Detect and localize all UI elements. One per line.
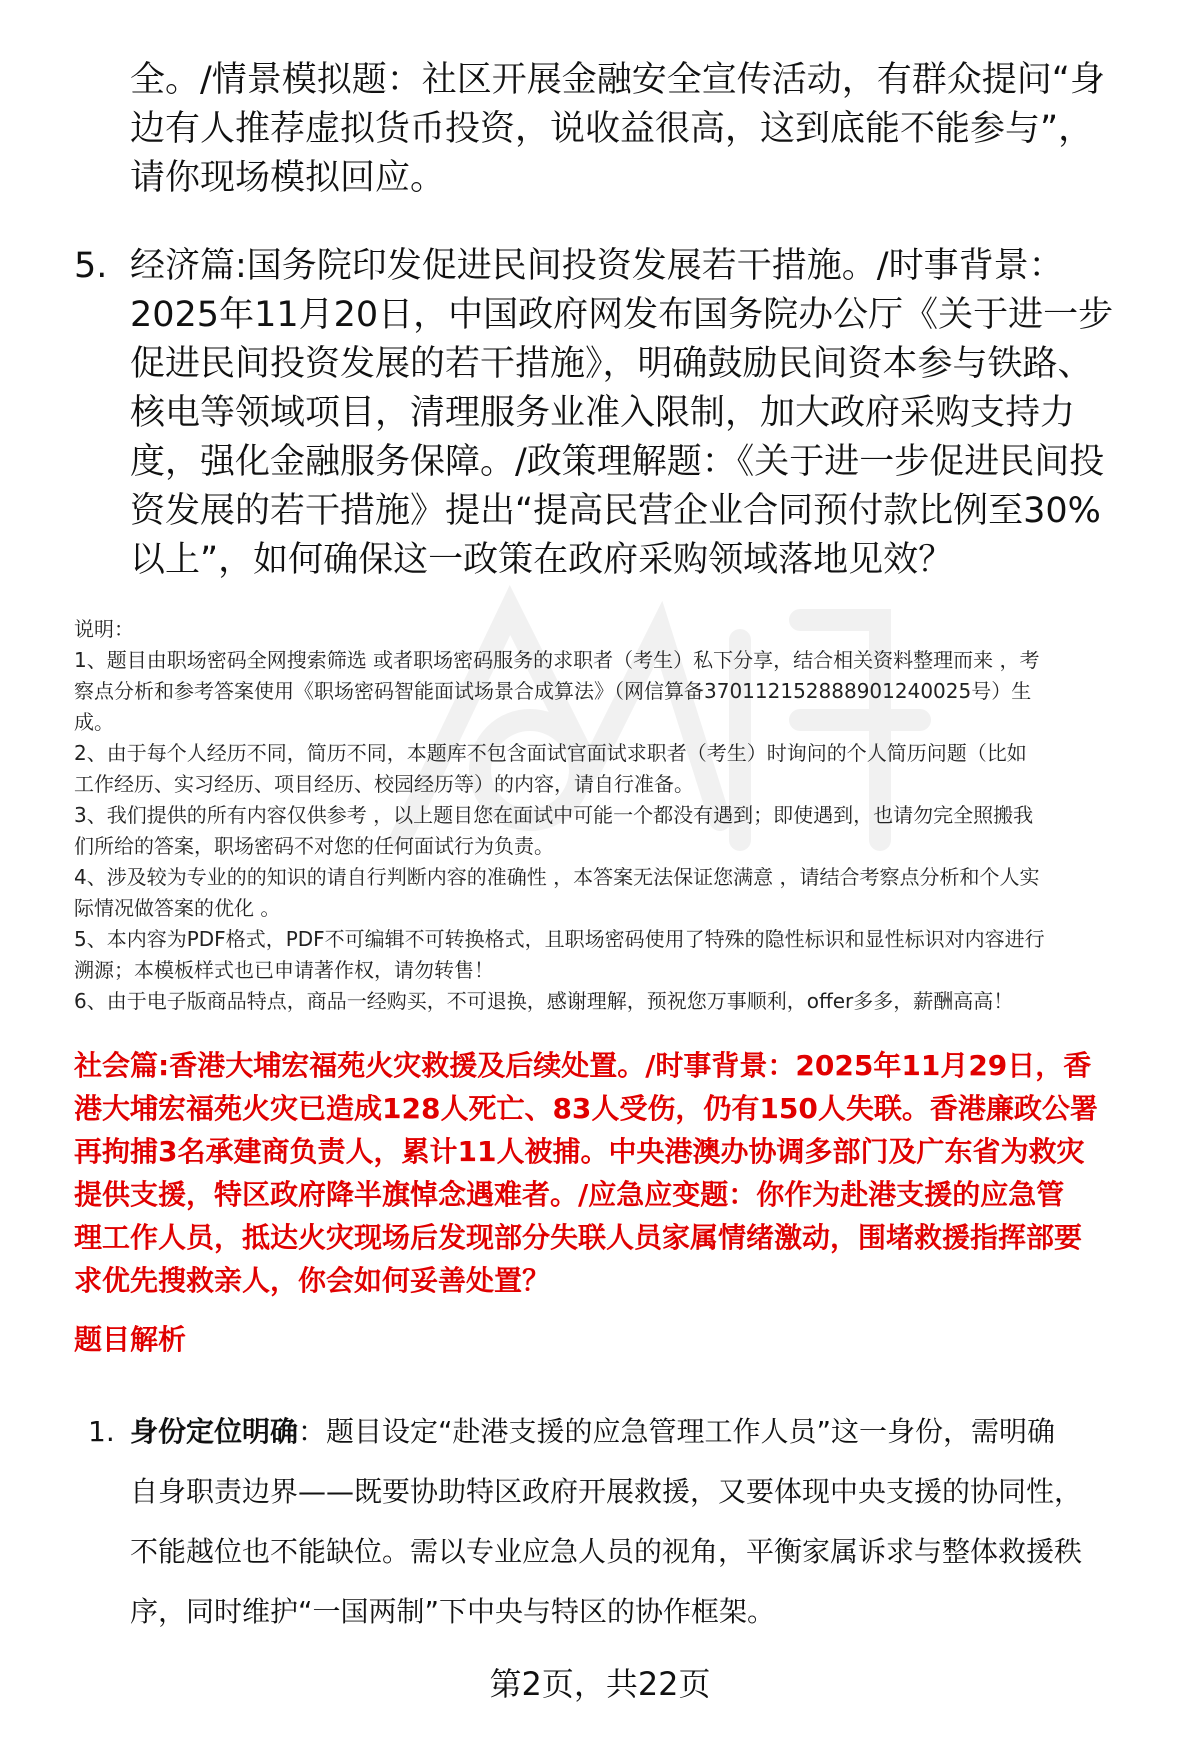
- text-line: 社会篇:香港大埔宏福苑火灾救援及后续处置。/时事背景：2025年11月29日，香: [74, 1049, 1092, 1082]
- text-line: 2025年11月20日，中国政府网发布国务院办公厅《关于进一步: [130, 295, 1114, 335]
- page-number-footer: 第2页，共22页: [489, 1665, 711, 1703]
- text-line: 全。/情景模拟题：社区开展金融安全宣传活动，有群众提问“身: [130, 60, 1105, 100]
- analysis-item-text: ：题目设定“赴港支援的应急管理工作人员”这一身份，需明确: [298, 1415, 1056, 1448]
- text-line: 理工作人员，抵达火灾现场后发现部分失联人员家属情绪激动，围堵救援指挥部要: [74, 1221, 1083, 1254]
- text-line: 提供支援，特区政府降半旗悼念遇难者。/应急应变题：你作为赴港支援的应急管: [74, 1178, 1065, 1211]
- text-line: 资发展的若干措施》提出“提高民营企业合同预付款比例至30%: [130, 491, 1101, 531]
- previous-question-continuation: [130, 56, 1150, 203]
- note-line: 成。: [74, 710, 114, 734]
- featured-question: [74, 1044, 1154, 1302]
- text-line: 不能越位也不能缺位。需以专业应急人员的视角，平衡家属诉求与整体救援秩: [130, 1535, 1083, 1568]
- text-line: 再拘捕3名承建商负责人，累计11人被捕。中央港澳办协调多部门及广东省为救灾: [74, 1135, 1085, 1168]
- question-number: 5.: [74, 246, 108, 286]
- text-line: 自身职责边界——既要协助特区政府开展救援，又要体现中央支援的协同性，: [130, 1475, 1083, 1508]
- note-line: 3、我们提供的所有内容仅供参考 ，以上题目您在面试中可能一个都没有遇到；即使遇到，也请勿完全照搬我: [74, 803, 1034, 827]
- analysis-title: 题目解析: [74, 1323, 187, 1356]
- note-line: 6、由于电子版商品特点，商品一经购买，不可退换，感谢理解，预祝您万事顺利，offer多多，薪酬高高！: [74, 989, 1014, 1013]
- analysis-item-heading: 身份定位明确: [130, 1415, 299, 1448]
- text-line: 序，同时维护“一国两制”下中央与特区的协作框架。: [130, 1595, 776, 1628]
- text-line: 求优先搜救亲人，你会如何妥善处置？: [74, 1264, 551, 1297]
- text-line: 边有人推荐虚拟货币投资，说收益很高，这到底能不能参与”，: [130, 109, 1094, 149]
- notes-section: [74, 614, 1154, 1017]
- note-line: 察点分析和参考答案使用《职场密码智能面试场景合成算法》（网信算备370112152888901240025号）生: [74, 679, 1032, 703]
- text-line: 度，强化金融服务保障。/政策理解题：《关于进一步促进民间投: [130, 442, 1105, 482]
- analysis-item-number: 1.: [88, 1415, 115, 1448]
- note-line: 际情况做答案的优化 。: [74, 896, 281, 920]
- note-line: 2、由于每个人经历不同，简历不同，本题库不包含面试官面试求职者（考生）时询问的个人简历问题（比如: [74, 741, 1027, 765]
- text-line: 核电等领域项目，清理服务业准入限制，加大政府采购支持力: [130, 393, 1076, 433]
- text-line: 经济篇:国务院印发促进民间投资发展若干措施。/时事背景：: [130, 246, 1064, 286]
- note-line: 溯源；本模板样式也已申请著作权，请勿转售！: [74, 958, 494, 982]
- note-line: 4、涉及较为专业的的知识的请自行判断内容的准确性 ，本答案无法保证您满意 ，请结合考察点分析和个人实: [74, 865, 1040, 889]
- text-line: 以上”，如何确保这一政策在政府采购领域落地见效？: [130, 540, 954, 580]
- text-line: [130, 1402, 1154, 1462]
- note-line: 1、题目由职场密码全网搜索筛选 或者职场密码服务的求职者（考生）私下分享，结合相关资料整理而来 ，考: [74, 648, 1040, 672]
- note-line: 工作经历、实习经历、项目经历、校园经历等）的内容，请自行准备。: [74, 772, 694, 796]
- note-line: 5、本内容为PDF格式，PDF不可编辑不可转换格式，且职场密码使用了特殊的隐性标识和显性标识对内容进行: [74, 927, 1045, 951]
- question-5: [74, 242, 1154, 585]
- note-line: 们所给的答案，职场密码不对您的任何面试行为负责。: [74, 834, 554, 858]
- text-line: 促进民间投资发展的若干措施》，明确鼓励民间资本参与铁路、: [130, 344, 1093, 384]
- analysis-item-1: [74, 1402, 1154, 1642]
- text-line: 请你现场模拟回应。: [130, 158, 446, 198]
- notes-title: 说明：: [74, 617, 134, 641]
- text-line: 港大埔宏福苑火灾已造成128人死亡、83人受伤，仍有150人失联。香港廉政公署: [74, 1092, 1098, 1125]
